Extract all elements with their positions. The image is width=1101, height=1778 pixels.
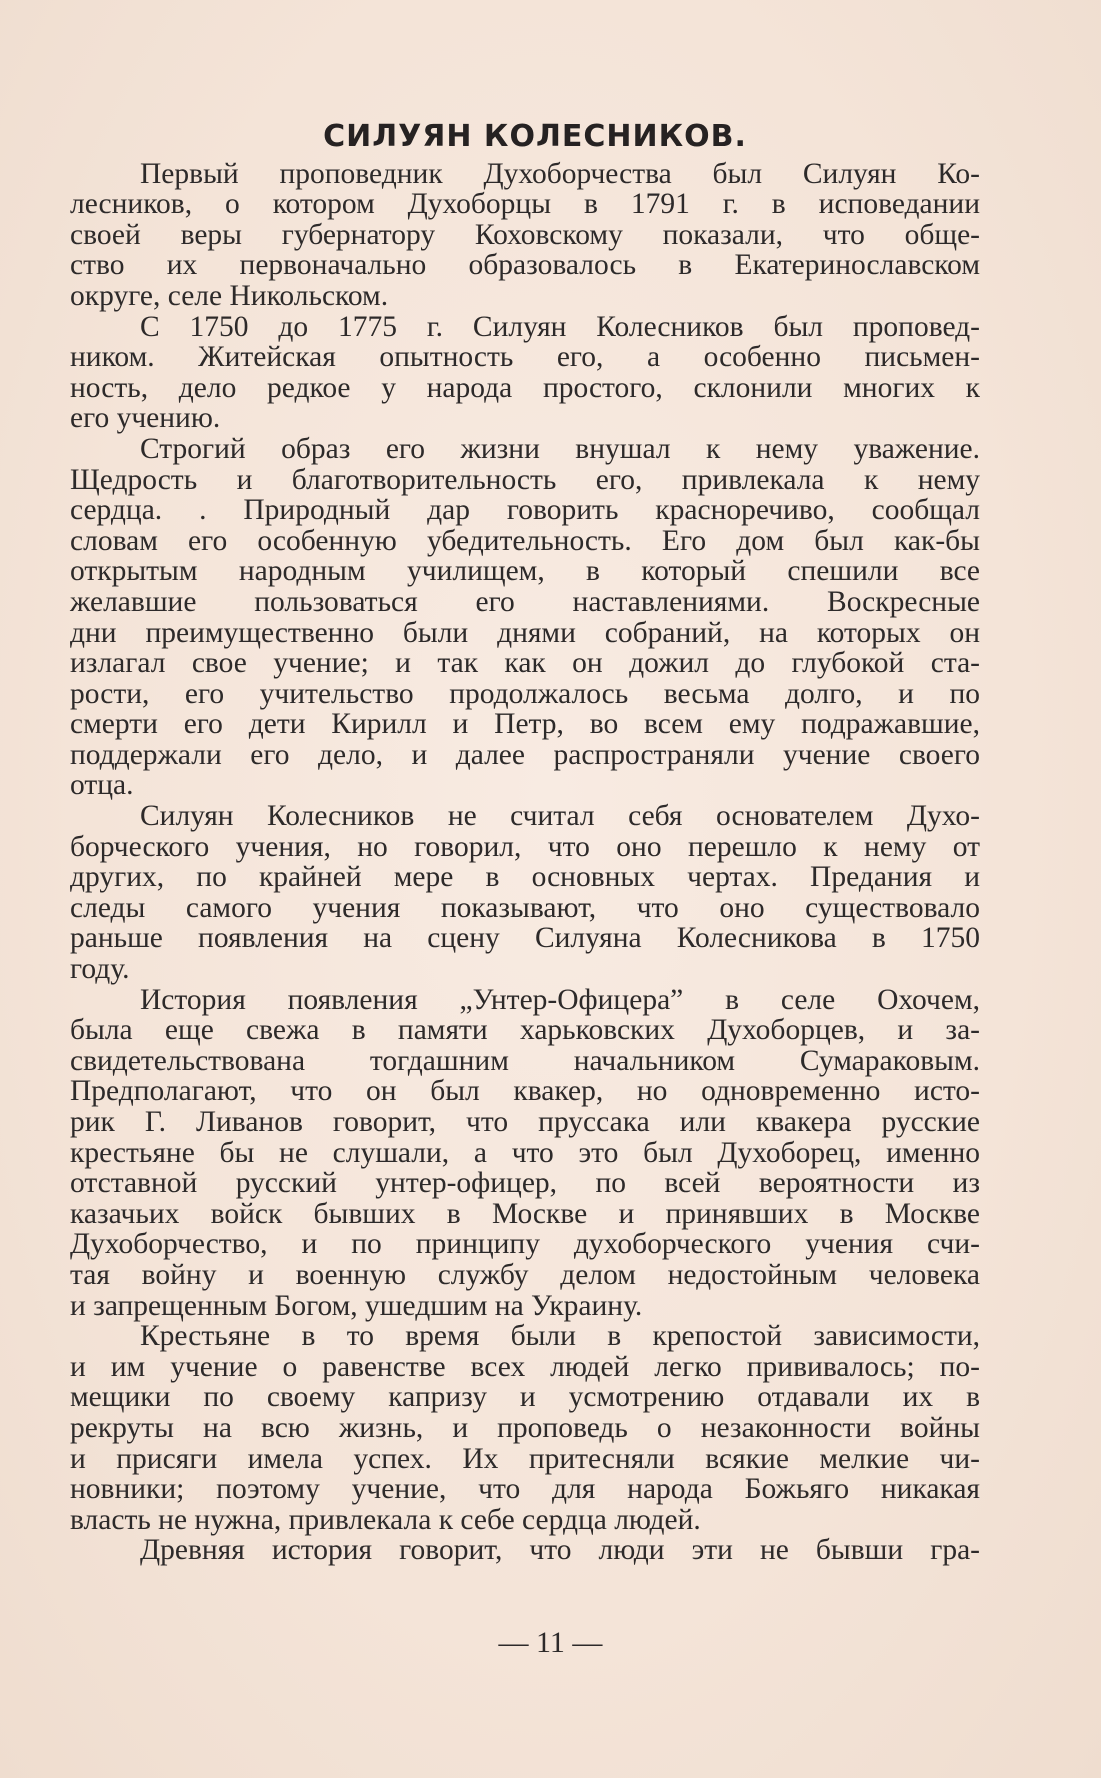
text-line: округе, селе Никольском. <box>70 279 389 312</box>
paragraph-5 <box>70 985 980 1322</box>
text-line: смерти его дети Кирилл и Петр, во всем ему подражавшие, <box>70 708 980 741</box>
text-line: Первый проповедник Духоборчества был Силуян Ко- <box>140 157 980 190</box>
text-line: ство их первоначально образовалось в Екатеринославском <box>70 249 980 282</box>
paragraph-4 <box>70 801 980 985</box>
text-line: Щедрость и благотворительность его, привлекала к нему <box>70 463 980 496</box>
text-line: и запрещенным Богом, ушедшим на Украину. <box>70 1289 643 1322</box>
text-line: была еще свежа в памяти харьковских Духоборцев, и за- <box>70 1014 980 1047</box>
chapter-title: СИЛУЯН КОЛЕСНИКОВ. <box>323 119 747 154</box>
paragraph-2 <box>70 312 980 434</box>
text-block <box>70 119 980 1567</box>
text-line: сердца. . Природный дар говорить красноречиво, сообщал <box>70 494 980 527</box>
text-line: его учению. <box>70 402 221 435</box>
paragraph-7 <box>70 1535 980 1566</box>
text-line: борческого учения, но говорил, что оно перешло к нему от <box>70 830 980 863</box>
text-line: казачьих войск бывших в Москве и принявших в Москве <box>70 1197 980 1230</box>
text-line: поддержали его дело, и далее распространяли учение своего <box>70 738 980 771</box>
text-line: свидетельствована тогдашним начальником Сумараковым. <box>70 1044 980 1077</box>
text-line: мещики по своему капризу и усмотрению отдавали их в <box>70 1381 980 1414</box>
text-line: Древняя история говорит, что люди эти не бывши гра- <box>140 1534 980 1567</box>
text-line: рик Г. Ливанов говорит, что пруссака или квакера русские <box>70 1106 980 1138</box>
text-line: желавшие пользоваться его наставлениями. Воскресные <box>70 585 980 618</box>
text-line: тая войну и военную службу делом недостойным человека <box>70 1258 980 1291</box>
text-line: Строгий образ его жизни внушал к нему уважение. <box>140 432 980 465</box>
text-line: рекруты на всю жизнь, и проповедь о незаконности войны <box>70 1411 980 1444</box>
text-line: и им учение о равенстве всех людей легко прививалось; по- <box>70 1350 980 1383</box>
text-line: лесников, о котором Духоборцы в 1791 г. в исповедании <box>70 188 980 221</box>
page-number: — 11 — <box>498 1626 603 1659</box>
text-line: и присяги имела успех. Их притесняли всякие мелкие чи- <box>70 1442 980 1475</box>
text-line: Силуян Колесников не считал себя основателем Духо- <box>140 800 980 833</box>
text-line: С 1750 до 1775 г. Силуян Колесников был проповед- <box>140 310 980 343</box>
text-line: отставной русский унтер-офицер, по всей вероятности из <box>70 1167 980 1200</box>
text-line: открытым народным училищем, в который спешили все <box>70 555 980 588</box>
text-line: раньше появления на сцену Силуяна Колесникова в 1750 <box>70 922 980 955</box>
paragraph-1 <box>70 159 980 312</box>
text-line: Духоборчество, и по принципу духоборческого учения счи- <box>70 1228 980 1261</box>
text-line: власть не нужна, привлекала к себе сердца людей. <box>70 1503 701 1536</box>
text-line: излагал свое учение; и так как он дожил до глубокой ста- <box>70 647 980 680</box>
paragraph-3 <box>70 434 980 801</box>
paragraph-6 <box>70 1321 980 1535</box>
text-line: ником. Житейская опытность его, а особенно письмен- <box>70 341 980 374</box>
text-line: словам его особенную убедительность. Его дом был как-бы <box>70 524 980 557</box>
text-line: своей веры губернатору Коховскому показали, что обще- <box>70 218 980 251</box>
text-line: других, по крайней мере в основных чертах. Предания и <box>70 861 980 894</box>
text-line: новники; поэтому учение, что для народа Божьяго никакая <box>70 1473 980 1506</box>
text-line: году. <box>70 953 130 986</box>
text-line: Крестьяне в то время были в крепостой зависимости, <box>140 1320 980 1353</box>
text-line: отца. <box>70 769 134 802</box>
text-line: ность, дело редкое у народа простого, склонили многих к <box>70 371 980 404</box>
text-line: История появления „Унтер-Офицера” в селе Охочем, <box>140 983 980 1016</box>
text-line: дни преимущественно были днями собраний, на которых он <box>70 616 980 649</box>
text-line: Предполагают, что он был квакер, но одновременно исто- <box>70 1075 980 1108</box>
text-line: крестьяне бы не слушали, а что это был Духоборец, именно <box>70 1136 980 1169</box>
text-line: рости, его учительство продолжалось весьма долго, и по <box>70 677 980 710</box>
text-line: следы самого учения показывают, что оно существовало <box>70 891 980 924</box>
